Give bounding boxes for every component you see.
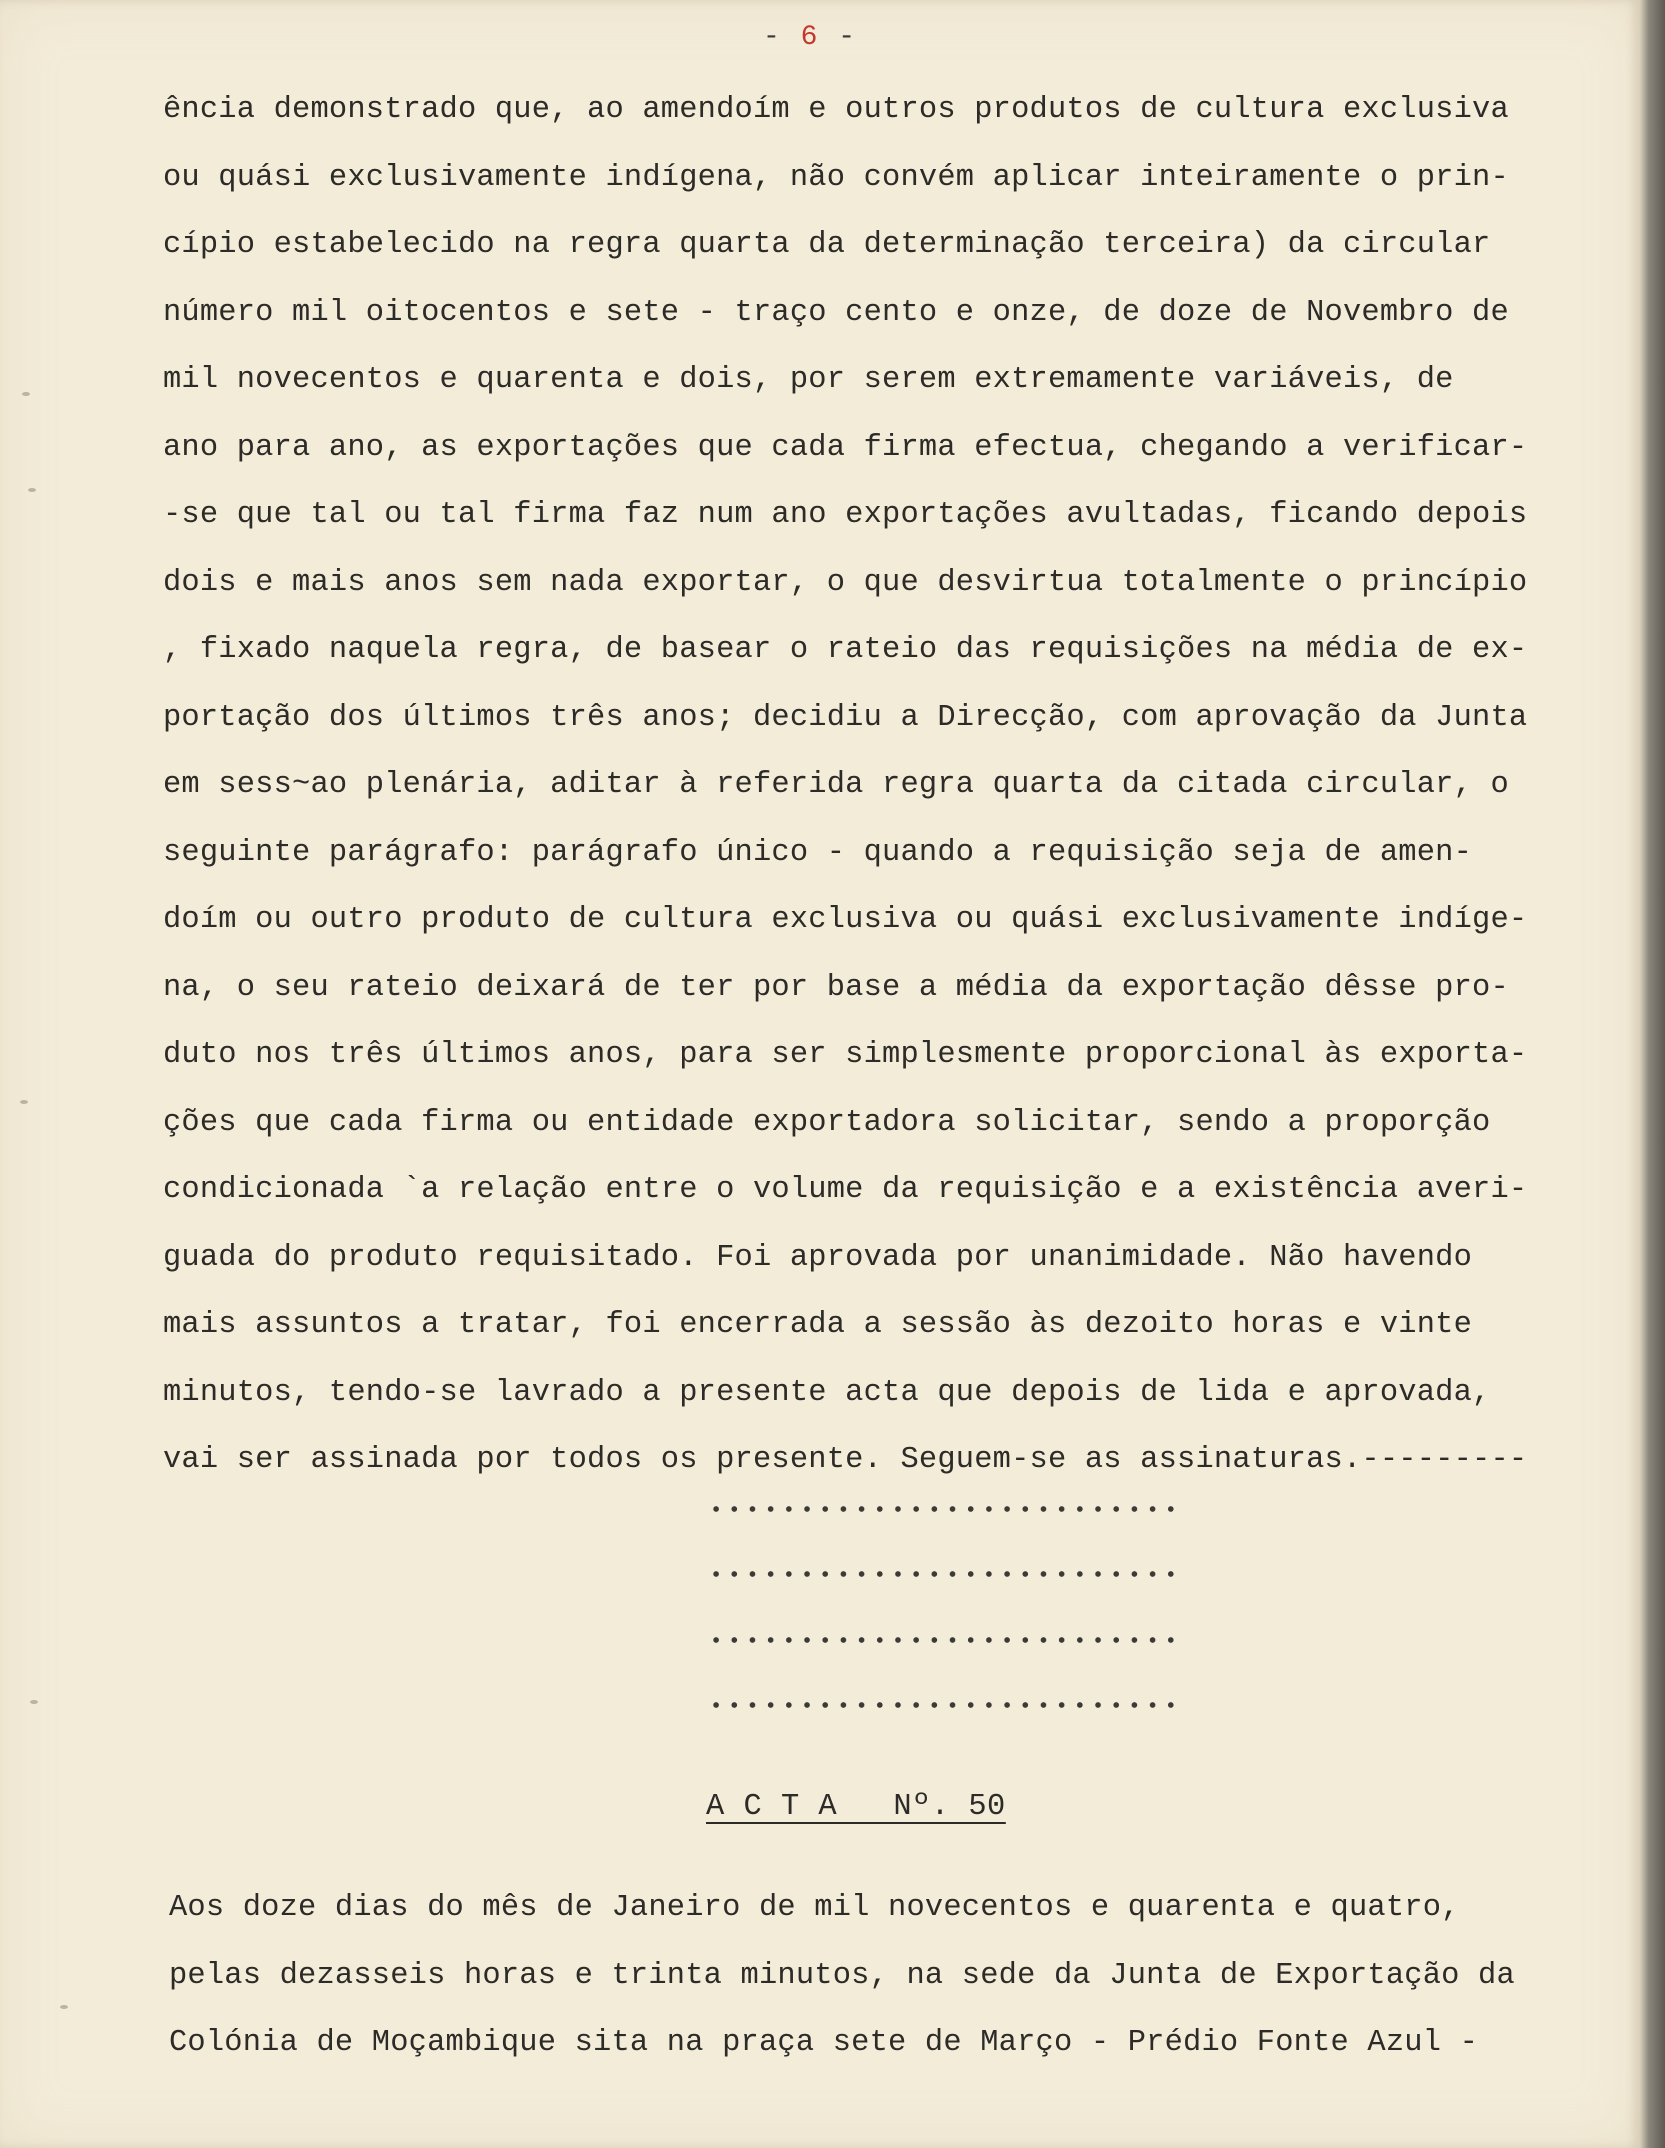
acta-body-text — [169, 1886, 1639, 2089]
signature-dotted-line — [707, 1701, 1183, 1709]
text-line: ência demonstrado que, ao amendoím e outros produtos de cultura exclusiva — [163, 93, 1509, 127]
minutes-body-text — [163, 88, 1643, 1506]
page-edge-shadow — [1640, 0, 1665, 2148]
paper-blemish — [28, 488, 36, 492]
text-line: mil novecentos e quarenta e dois, por serem extremamente variáveis, de — [163, 363, 1454, 397]
text-line: doím ou outro produto de cultura exclusiva ou quási exclusivamente indíge- — [163, 903, 1528, 937]
text-line: , fixado naquela regra, de basear o rateio das requisições na média de ex- — [163, 633, 1528, 667]
text-line: mais assuntos a tratar, foi encerrada a sessão às dezoito horas e vinte — [163, 1308, 1473, 1342]
text-line: vai ser assinada por todos os presente. Seguem-se as assinaturas.--------- — [163, 1443, 1528, 1477]
text-line: dois e mais anos sem nada exportar, o que desvirtua totalmente o princípio — [163, 565, 1528, 600]
text-line: seguinte parágrafo: parágrafo único - quando a requisição seja de amen- — [163, 835, 1473, 870]
text-line: cípio estabelecido na regra quarta da determinação terceira) da circular — [163, 228, 1491, 262]
text-line: guada do produto requisitado. Foi aprovada por unanimidade. Não havendo — [163, 1240, 1473, 1275]
text-line: pelas dezasseis horas e trinta minutos, na sede da Junta de Exportação da — [169, 1958, 1515, 1993]
paper-blemish — [60, 2005, 68, 2009]
paper-blemish — [20, 1100, 28, 1104]
text-line: ções que cada firma ou entidade exportadora solicitar, sendo a proporção — [163, 1105, 1491, 1140]
signature-dotted-line — [707, 1570, 1183, 1578]
text-line: ou quási exclusivamente indígena, não convém aplicar inteiramente o prin- — [163, 160, 1509, 195]
text-line: Colónia de Moçambique sita na praça sete de Março - Prédio Fonte Azul - — [169, 2026, 1479, 2060]
signature-dotted-line — [707, 1636, 1183, 1644]
page-number-prefix: - — [762, 22, 801, 53]
text-line: em sess~ao plenária, aditar à referida regra quarta da citada circular, o — [163, 768, 1509, 802]
text-line: duto nos três últimos anos, para ser simplesmente proporcional às exporta- — [163, 1038, 1528, 1072]
page-number — [0, 22, 1620, 53]
text-line: ano para ano, as exportações que cada firma efectua, chegando a verificar- — [163, 430, 1528, 465]
acta-heading: A C T A Nº. 50 — [706, 1790, 1006, 1824]
signature-dotted-line — [707, 1505, 1183, 1513]
paper-blemish — [30, 1700, 38, 1704]
paper-blemish — [22, 392, 30, 396]
text-line: minutos, tendo-se lavrado a presente acta que depois de lida e aprovada, — [163, 1375, 1491, 1410]
text-line: Aos doze dias do mês de Janeiro de mil novecentos e quarenta e quatro, — [169, 1891, 1460, 1925]
text-line: condicionada `a relação entre o volume da requisição e a existência averi- — [163, 1173, 1528, 1207]
page-number-value: 6 — [800, 22, 820, 53]
text-line: na, o seu rateio deixará de ter por base a média da exportação dêsse pro- — [163, 970, 1509, 1005]
text-line: portação dos últimos três anos; decidiu a Direcção, com aprovação da Junta — [163, 700, 1528, 735]
text-line: número mil oitocentos e sete - traço cento e onze, de doze de Novembro de — [163, 295, 1509, 330]
page-number-suffix: - — [819, 22, 858, 53]
text-line: -se que tal ou tal firma faz num ano exportações avultadas, ficando depois — [163, 498, 1528, 532]
